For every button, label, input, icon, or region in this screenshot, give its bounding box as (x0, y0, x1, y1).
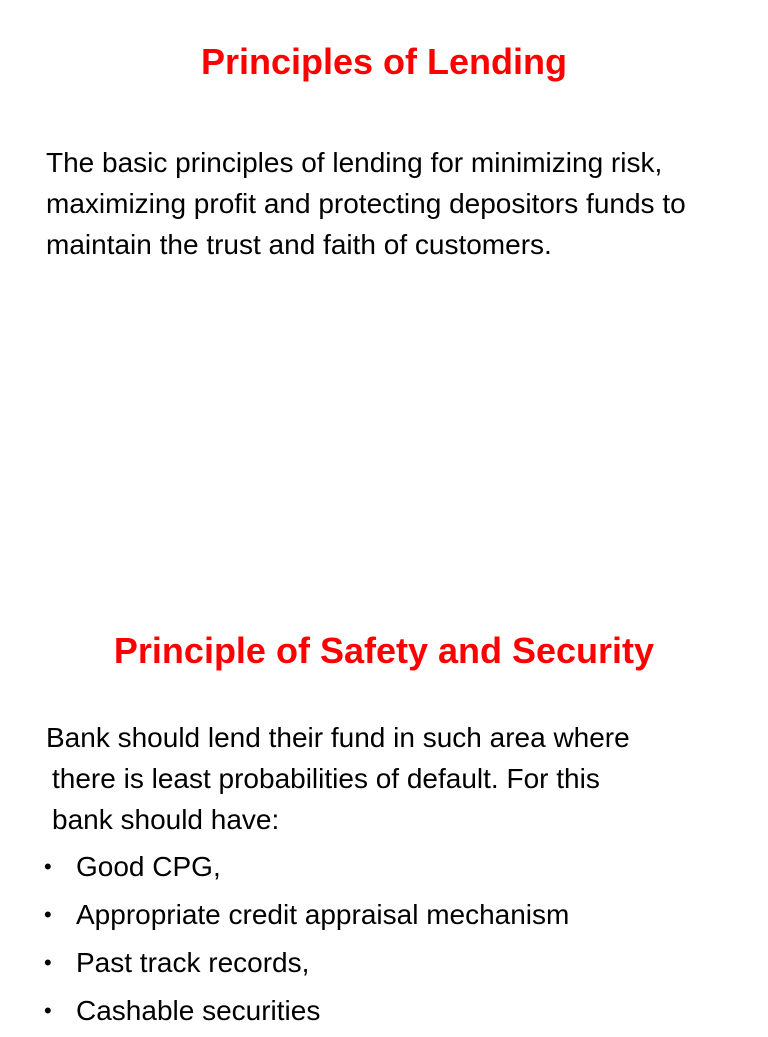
list-item-text: Good CPG, (76, 851, 221, 882)
bullet-icon: • (44, 902, 52, 927)
slide-paragraph: The basic principles of lending for minimizing risk, maximizing profit and protecting depositors funds to maintain the trust and faith of customers. (46, 147, 686, 260)
list-item-text: Past track records, (76, 947, 310, 978)
slide-principles-of-lending (0, 0, 768, 512)
slide-safety-and-security (0, 512, 768, 1024)
slide-intro-paragraph (46, 717, 736, 840)
bullet-icon: • (44, 854, 52, 879)
bullet-icon: • (44, 950, 52, 975)
list-item-text: Cashable securities (76, 995, 321, 1026)
bullet-list (44, 845, 569, 1037)
intro-line: bank should have: (52, 804, 280, 835)
list-item (44, 989, 569, 1037)
list-item (44, 893, 569, 941)
list-item (44, 941, 569, 989)
slide-title: Principle of Safety and Security (113, 630, 655, 671)
bullet-icon: • (44, 998, 52, 1023)
list-item-text: Appropriate credit appraisal mechanism (76, 899, 570, 930)
list-item (44, 845, 569, 893)
slide-title: Principles of Lending (200, 41, 568, 82)
intro-line: there is least probabilities of default. For this (52, 763, 600, 794)
intro-line: Bank should lend their fund in such area where (46, 722, 630, 753)
